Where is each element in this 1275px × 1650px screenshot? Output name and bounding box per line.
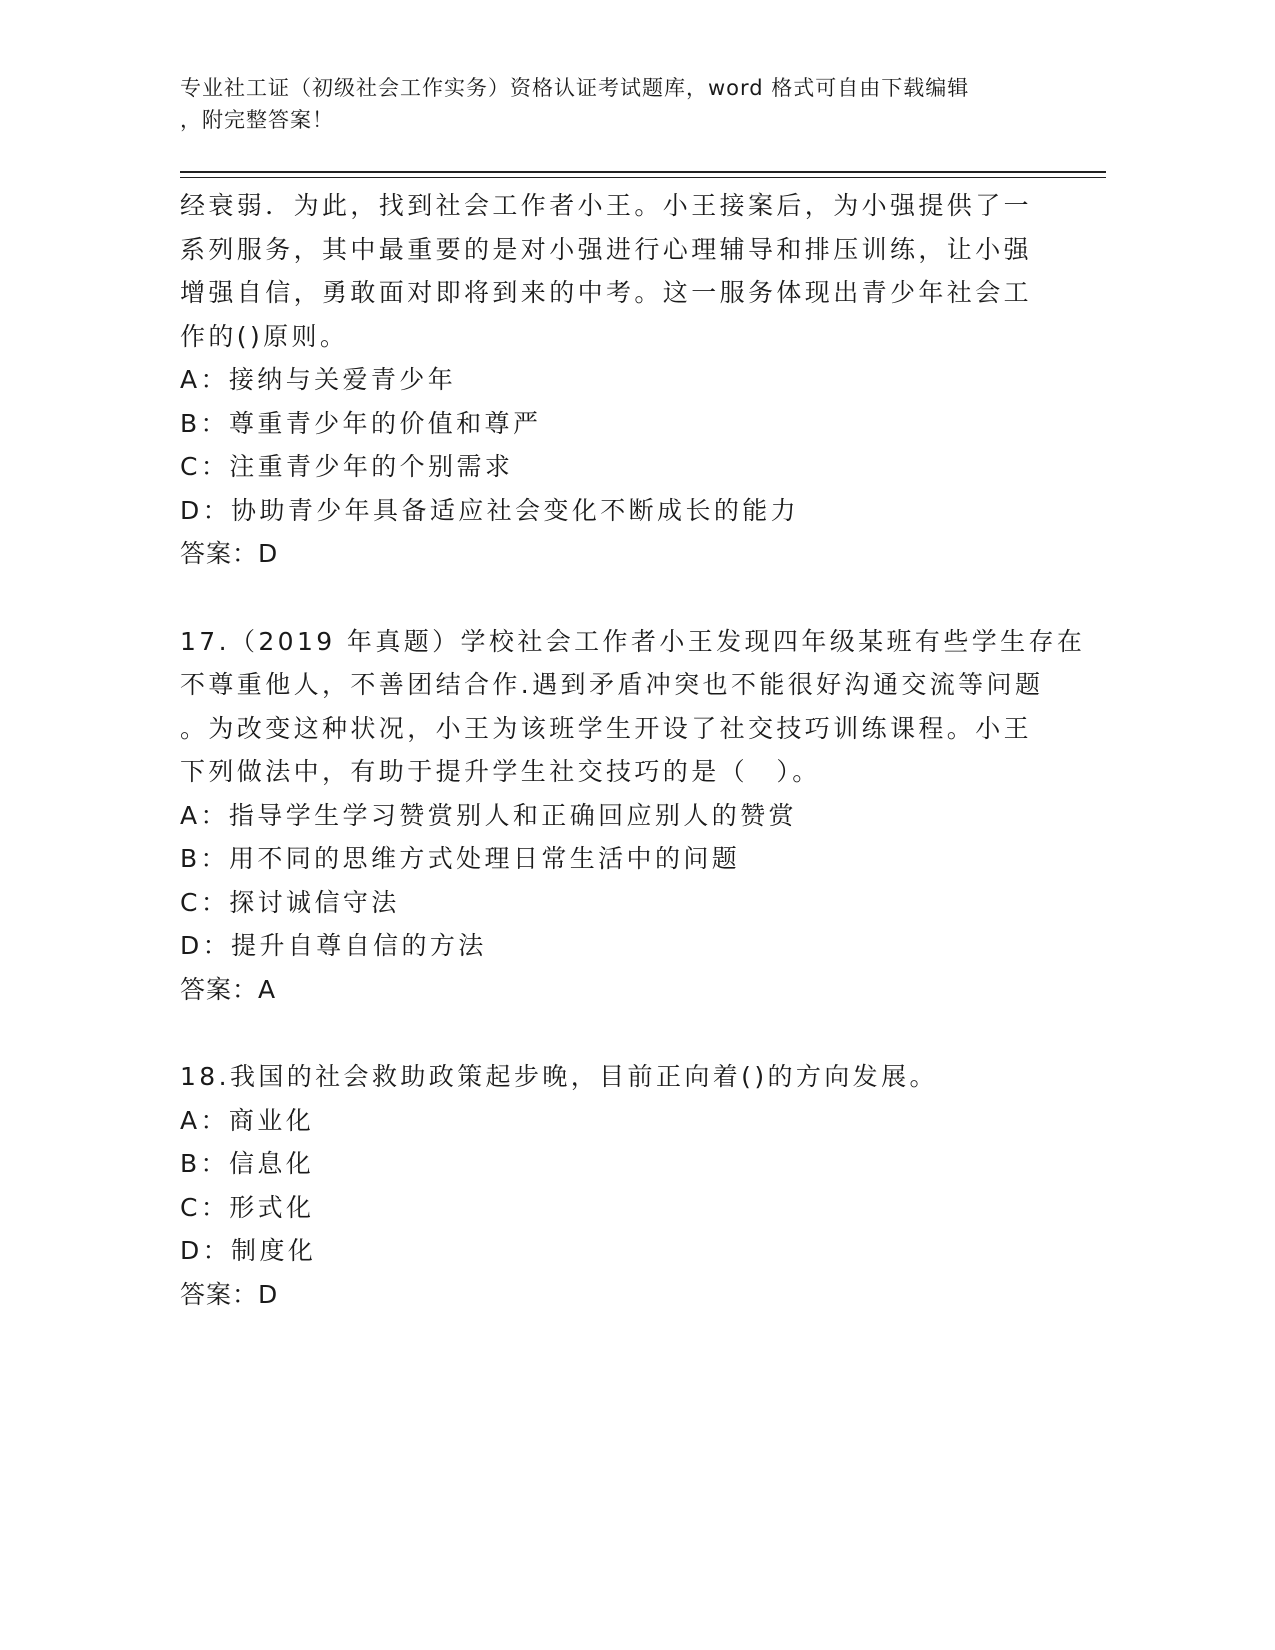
- answer-line: 答案：A: [180, 974, 277, 1004]
- option-b: B：用不同的思维方式处理日常生活中的问题: [180, 844, 741, 873]
- question-stem-line: 增强自信，勇敢面对即将到来的中考。这一服务体现出青少年社会工: [180, 278, 1033, 307]
- header-divider-thick: [180, 171, 1106, 173]
- header-title-line1: 专业社工证（初级社会工作实务）资格认证考试题库，word 格式可自由下载编辑: [180, 76, 970, 100]
- question-17: [180, 620, 1086, 1012]
- question-stem-line: 17.（2019 年真题）学校社会工作者小王发现四年级某班有些学生存在: [180, 626, 1086, 656]
- option-c: C：探讨诚信守法: [180, 887, 400, 917]
- question-stem-line: 。为改变这种状况，小王为该班学生开设了社交技巧训练课程。小王: [180, 713, 1033, 743]
- option-d: D：提升自尊自信的方法: [180, 931, 487, 960]
- header-divider-thin: [180, 177, 1106, 178]
- header-title-line2: ，附完整答案！: [180, 108, 334, 132]
- question-stem-line: 18.我国的社会救助政策起步晚，目前正向着()的方向发展。: [180, 1062, 938, 1091]
- option-a: A：指导学生学习赞赏别人和正确回应别人的赞赏: [180, 800, 797, 830]
- question-18: [180, 1055, 1060, 1316]
- question-16: [180, 184, 1060, 576]
- answer-line: 答案：D: [180, 539, 279, 568]
- question-stem-line: 作的()原则。: [180, 321, 349, 351]
- answer-line: 答案：D: [180, 1279, 279, 1309]
- spacer: [180, 576, 1060, 620]
- option-c: C：注重青少年的个别需求: [180, 452, 514, 481]
- question-stem-line: 系列服务，其中最重要的是对小强进行心理辅导和排压训练，让小强: [180, 234, 1033, 264]
- option-b: B：信息化: [180, 1149, 315, 1178]
- question-stem-line: 不尊重他人，不善团结合作.遇到矛盾冲突也不能很好沟通交流等问题: [180, 670, 1044, 699]
- document-body: [180, 184, 1086, 1316]
- page-header: [180, 72, 1080, 136]
- spacer: [180, 1011, 1060, 1055]
- option-a: A：商业化: [180, 1105, 315, 1135]
- option-b: B：尊重青少年的价值和尊严: [180, 408, 542, 438]
- option-d: D：协助青少年具备适应社会变化不断成长的能力: [180, 495, 800, 525]
- option-a: A：接纳与关爱青少年: [180, 365, 457, 394]
- question-stem-line: 下列做法中，有助于提升学生社交技巧的是（ ）。: [180, 757, 821, 786]
- option-c: C：形式化: [180, 1192, 315, 1222]
- question-stem-line: 经衰弱．为此，找到社会工作者小王。小王接案后，为小强提供了一: [180, 191, 1033, 220]
- option-d: D：制度化: [180, 1236, 317, 1265]
